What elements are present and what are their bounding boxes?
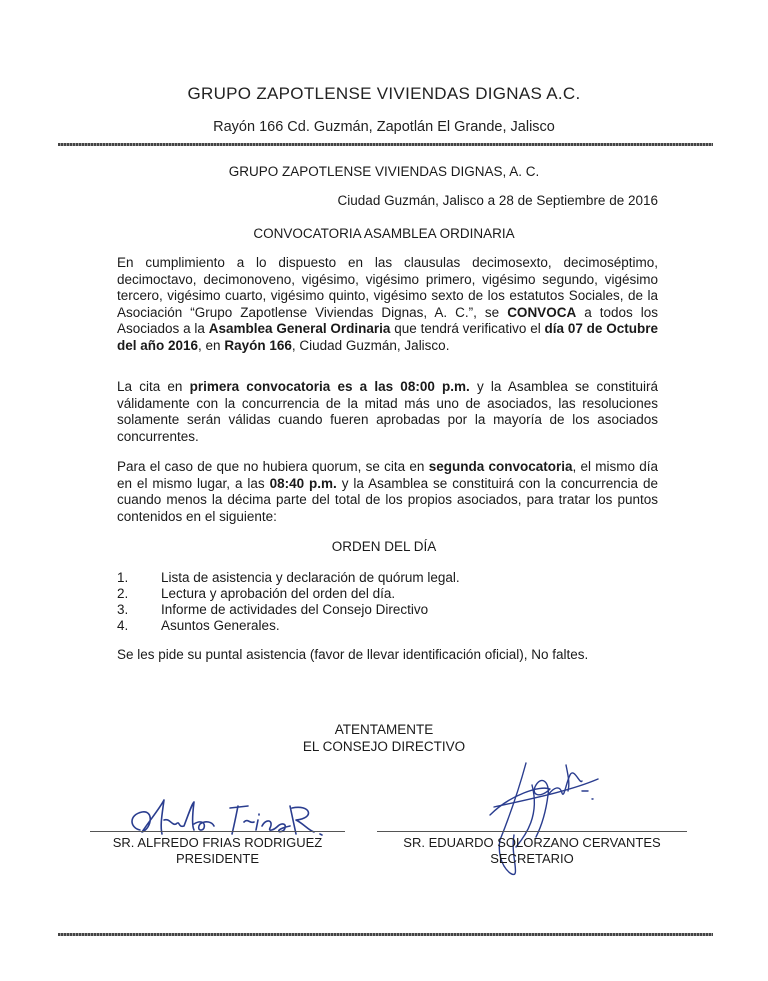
agenda-title: ORDEN DEL DÍA xyxy=(331,539,437,554)
list-item: 2. Lectura y aprobación del orden del día. xyxy=(117,586,396,601)
header-divider xyxy=(58,143,713,146)
president-name: SR. ALFREDO FRIAS RODRIGUEZ xyxy=(112,835,323,850)
president-signature-line xyxy=(90,831,345,832)
president-role: PRESIDENTE xyxy=(175,851,260,866)
footer-divider xyxy=(58,933,713,936)
closing-note: Se les pide su puntal asistencia (favor de llevar identificación oficial), No faltes. xyxy=(117,647,589,662)
letter-organization: GRUPO ZAPOTLENSE VIVIENDAS DIGNAS, A. C. xyxy=(228,164,540,179)
paragraph-convocation: En cumplimiento a lo dispuesto en las clausulas decimosexto, decimoséptimo, decimoctavo, decimonoveno, vigésimo, vigésimo primero, vigésimo segundo, vigésimo tercero, vigésimo cuarto, vigésimo quinto, vigésimo sexto de los estatutos Sociales, de la Asociación “Grupo Zapotlense Viviendas Dignas, A. C.”, se CONVOCA a todos los Asociados a la Asamblea General Ordinaria que tendrá verificativo el día 07 de Octubre del año 2016, en Rayón 166, Ciudad Guzmán, Jalisco. xyxy=(117,255,658,353)
list-item: 3. Informe de actividades del Consejo Directivo xyxy=(117,602,429,617)
list-item: 1. Lista de asistencia y declaración de quórum legal. xyxy=(117,570,460,585)
convocation-title: CONVOCATORIA ASAMBLEA ORDINARIA xyxy=(253,226,515,241)
agenda-list xyxy=(117,570,460,634)
secretary-signature-line xyxy=(377,831,687,832)
paragraph-first-call: La cita en primera convocatoria es a las 08:00 p.m. y la Asamblea se constituirá válidamente con la concurrencia de la mitad más uno de asociados, las resoluciones solamente serán válidas cuando fueren aprobadas por la mayoría de los asociados concurrentes. xyxy=(117,379,659,444)
organization-title: GRUPO ZAPOTLENSE VIVIENDAS DIGNAS A.C. xyxy=(187,84,581,103)
secretary-role: SECRETARIO xyxy=(490,851,574,866)
organization-address: Rayón 166 Cd. Guzmán, Zapotlán El Grande, Jalisco xyxy=(213,119,555,135)
sign-off: ATENTAMENTE xyxy=(334,722,434,737)
council-name: EL CONSEJO DIRECTIVO xyxy=(302,739,466,754)
secretary-name: SR. EDUARDO SOLORZANO CERVANTES xyxy=(403,835,661,850)
date-line: Ciudad Guzmán, Jalisco a 28 de Septiembre de 2016 xyxy=(337,193,658,208)
paragraph-second-call: Para el caso de que no hubiera quorum, se cita en segunda convocatoria, el mismo día en el mismo lugar, a las 08:40 p.m. y la Asamblea se constituirá con la concurrencia de cuando menos la décima parte del total de los propios asociados, para tratar los puntos contenidos en el siguiente: xyxy=(117,459,659,524)
list-item: 4. Asuntos Generales. xyxy=(117,618,280,633)
